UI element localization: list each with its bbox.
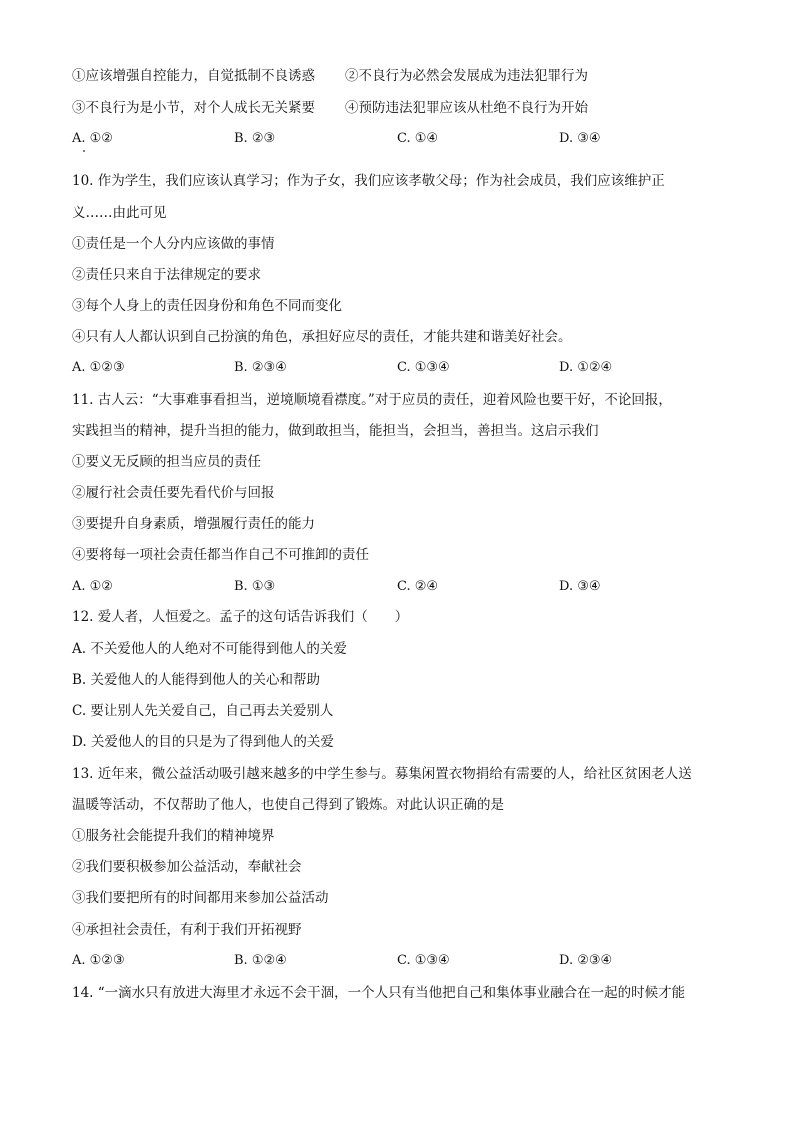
- q11-statement-3: ③要提升自身素质，增强履行责任的能力: [72, 516, 315, 532]
- q11-option-c: C. ②④: [397, 579, 439, 594]
- q10-option-a: A. ①②③: [72, 360, 125, 375]
- q12-stem: 12. 爱人者，人恒爱之。孟子的这句话告诉我们（ ）: [72, 609, 409, 625]
- q13-stem-line-1: 13. 近年来，微公益活动吸引越来越多的中学生参与。募集闲置衣物捐给有需要的人，给社区贫困老人送: [72, 766, 692, 782]
- q11-stem-line-1: 11. 古人云：“大事难事看担当，逆境顺境看襟度。”对于应员的责任，迎着风险也要干好，不论回报，: [72, 392, 672, 408]
- q13-option-c: C. ①③④: [397, 953, 450, 968]
- q10-statement-1: ①责任是一个人分内应该做的事情: [72, 236, 275, 252]
- q9-statement-2: ②不良行为必然会发展成为违法犯罪行为: [345, 68, 588, 84]
- q13-statement-4: ④承担社会责任，有利于我们开拓视野: [72, 922, 302, 938]
- q10-statement-4: ④只有人人都认识到自己扮演的角色，承担好应尽的责任，才能共建和谐美好社会。: [72, 329, 572, 345]
- q9-option-b: B. ②③: [234, 131, 276, 146]
- q12-choice-b: B. 关爱他人的人能得到他人的关心和帮助: [72, 672, 321, 688]
- q13-stem-line-2: 温暖等活动，不仅帮助了他人，也使自己得到了锻炼。对此认识正确的是: [72, 797, 504, 813]
- q9-option-a: A. ①②: [72, 131, 113, 146]
- q13-option-b: B. ①②④: [234, 953, 287, 968]
- q10-statement-3: ③每个人身上的责任因身份和角色不同而变化: [72, 298, 342, 314]
- q12-choice-a: A. 不关爱他人的人绝对不可能得到他人的关爱: [72, 641, 347, 657]
- q10-statement-2: ②责任只来自于法律规定的要求: [72, 267, 261, 283]
- q11-statement-2: ②履行社会责任要先看代价与回报: [72, 485, 275, 501]
- q10-stem-line-2: 义……由此可见: [72, 205, 167, 221]
- q12-choice-c: C. 要让别人先关爱自己，自己再去关爱别人: [72, 703, 334, 719]
- q13-option-a: A. ①②③: [72, 953, 125, 968]
- q11-statement-4: ④要将每一项社会责任都当作自己不可推卸的责任: [72, 547, 369, 563]
- q11-stem-line-2: 实践担当的精神，提升当担的能力，做到敢担当，能担当，会担当，善担当。这启示我们: [72, 423, 599, 439]
- q10-stem-line-1: 10. 作为学生，我们应该认真学习；作为子女，我们应该孝敬父母；作为社会成员，我们应该维护正: [72, 173, 665, 189]
- q10-option-c: C. ①③④: [397, 360, 450, 375]
- q11-option-b: B. ①③: [234, 579, 276, 594]
- q9-statement-3: ③不良行为是小节，对个人成长无关紧要: [72, 100, 315, 116]
- q13-option-d: D. ②③④: [559, 953, 613, 968]
- q12-choice-d: D. 关爱他人的目的只是为了得到他人的关爱: [72, 734, 334, 750]
- q11-statement-1: ①要义无反顾的担当应员的责任: [72, 454, 261, 470]
- q9-statement-1: ①应该增强自控能力，自觉抵制不良诱惑: [72, 68, 315, 84]
- q9-option-d: D. ③④: [559, 131, 601, 146]
- q13-statement-3: ③我们要把所有的时间都用来参加公益活动: [72, 890, 329, 906]
- q13-statement-1: ①服务社会能提升我们的精神境界: [72, 828, 275, 844]
- q10-option-d: D. ①②④: [559, 360, 613, 375]
- q9-option-c: C. ①④: [397, 131, 439, 146]
- q14-stem-line-1: 14. “一滴水只有放进大海里才永远不会干涸，一个人只有当他把自己和集体事业融合在一起的时候才能: [72, 985, 686, 1001]
- q13-statement-2: ②我们要积极参加公益活动，奉献社会: [72, 859, 302, 875]
- q11-option-d: D. ③④: [559, 579, 601, 594]
- q10-option-b: B. ②③④: [234, 360, 287, 375]
- stray-mark: [83, 150, 85, 152]
- q9-statement-4: ④预防违法犯罪应该从杜绝不良行为开始: [345, 100, 588, 116]
- q11-option-a: A. ①②: [72, 579, 113, 594]
